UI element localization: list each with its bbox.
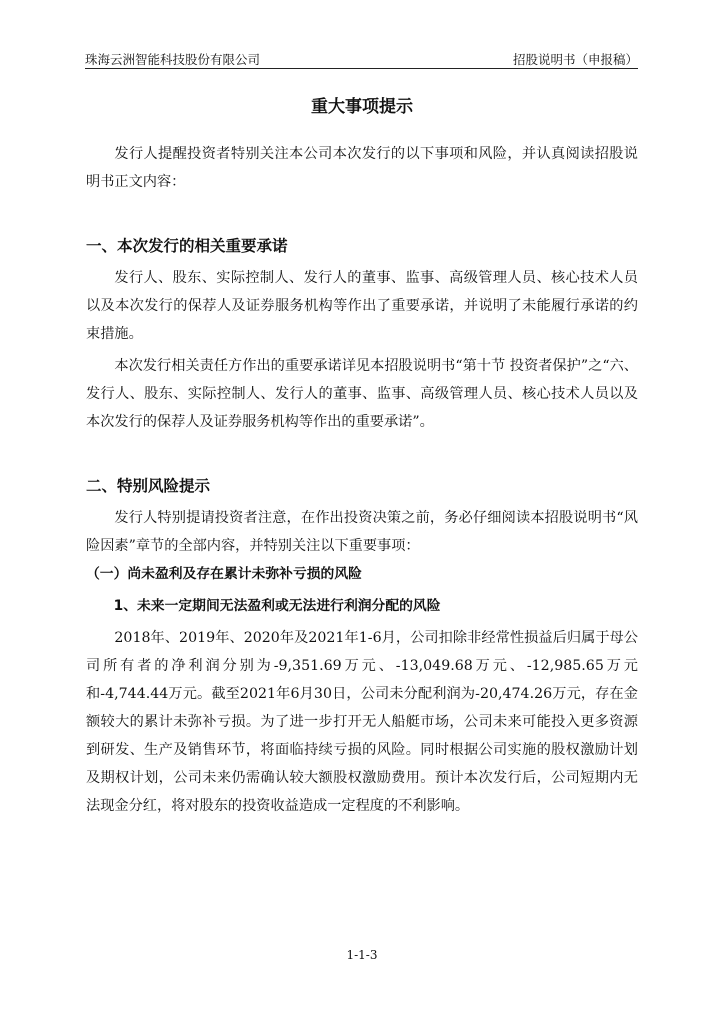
section-1-paragraph-2: 本次发行相关责任方作出的重要承诺详见本招股说明书“第十节 投资者保护”之“六、发行人、股东、实际控制人、发行人的董事、监事、高级管理人员、核心技术人员以及本次发行的保荐人及证券服务机构等作出的重要承诺”。 (86, 358, 638, 430)
page-number: 1-1-3 (346, 948, 378, 962)
page-title: 重大事项提示 (311, 97, 413, 117)
item-1-heading: 1、未来一定期间无法盈利或无法进行利润分配的风险 (113, 598, 441, 614)
header-document-type: 招股说明书（申报稿） (512, 52, 638, 67)
section-2-paragraph-1: 发行人特别提请投资者注意，在作出投资决策之前，务必仔细阅读本招股说明书“风险因素”章节的全部内容，并特别关注以下重要事项： (86, 510, 638, 554)
section-2-heading: 二、特别风险提示 (86, 477, 211, 495)
item-1-paragraph: 2018年、2019年、2020年及2021年1-6月，公司扣除非经常性损益后归属于母公司所有者的净利润分别为-9,351.69万元、-13,049.68万元、-12,985.65万元和-4,744.44万元。截至2021年6月30日，公司未分配利润为-20,474.26万元，存在金额较大的累计未弥补亏损。为了进一步打开无人船艇市场，公司未来可能投入更多资源到研发、生产及销售环节，将面临持续亏损的风险。同时根据公司实施的股权激励计划及期权计划，公司未来仍需确认较大额股权激励费用。预计本次发行后，公司短期内无法现金分红，将对股东的投资收益造成一定程度的不利影响。 (86, 630, 638, 814)
intro-paragraph: 发行人提醒投资者特别关注本公司本次发行的以下事项和风险，并认真阅读招股说明书正文内容： (86, 146, 638, 190)
section-1-paragraph-1: 发行人、股东、实际控制人、发行人的董事、监事、高级管理人员、核心技术人员以及本次发行的保荐人及证券服务机构等作出了重要承诺，并说明了未能履行承诺的约束措施。 (86, 270, 638, 342)
page-header (85, 50, 638, 69)
subsection-1-heading: （一）尚未盈利及存在累计未弥补亏损的风险 (86, 566, 362, 582)
section-1-heading: 一、本次发行的相关重要承诺 (86, 237, 288, 255)
header-company-name: 珠海云洲智能科技股份有限公司 (85, 52, 261, 67)
page-content (86, 92, 638, 820)
